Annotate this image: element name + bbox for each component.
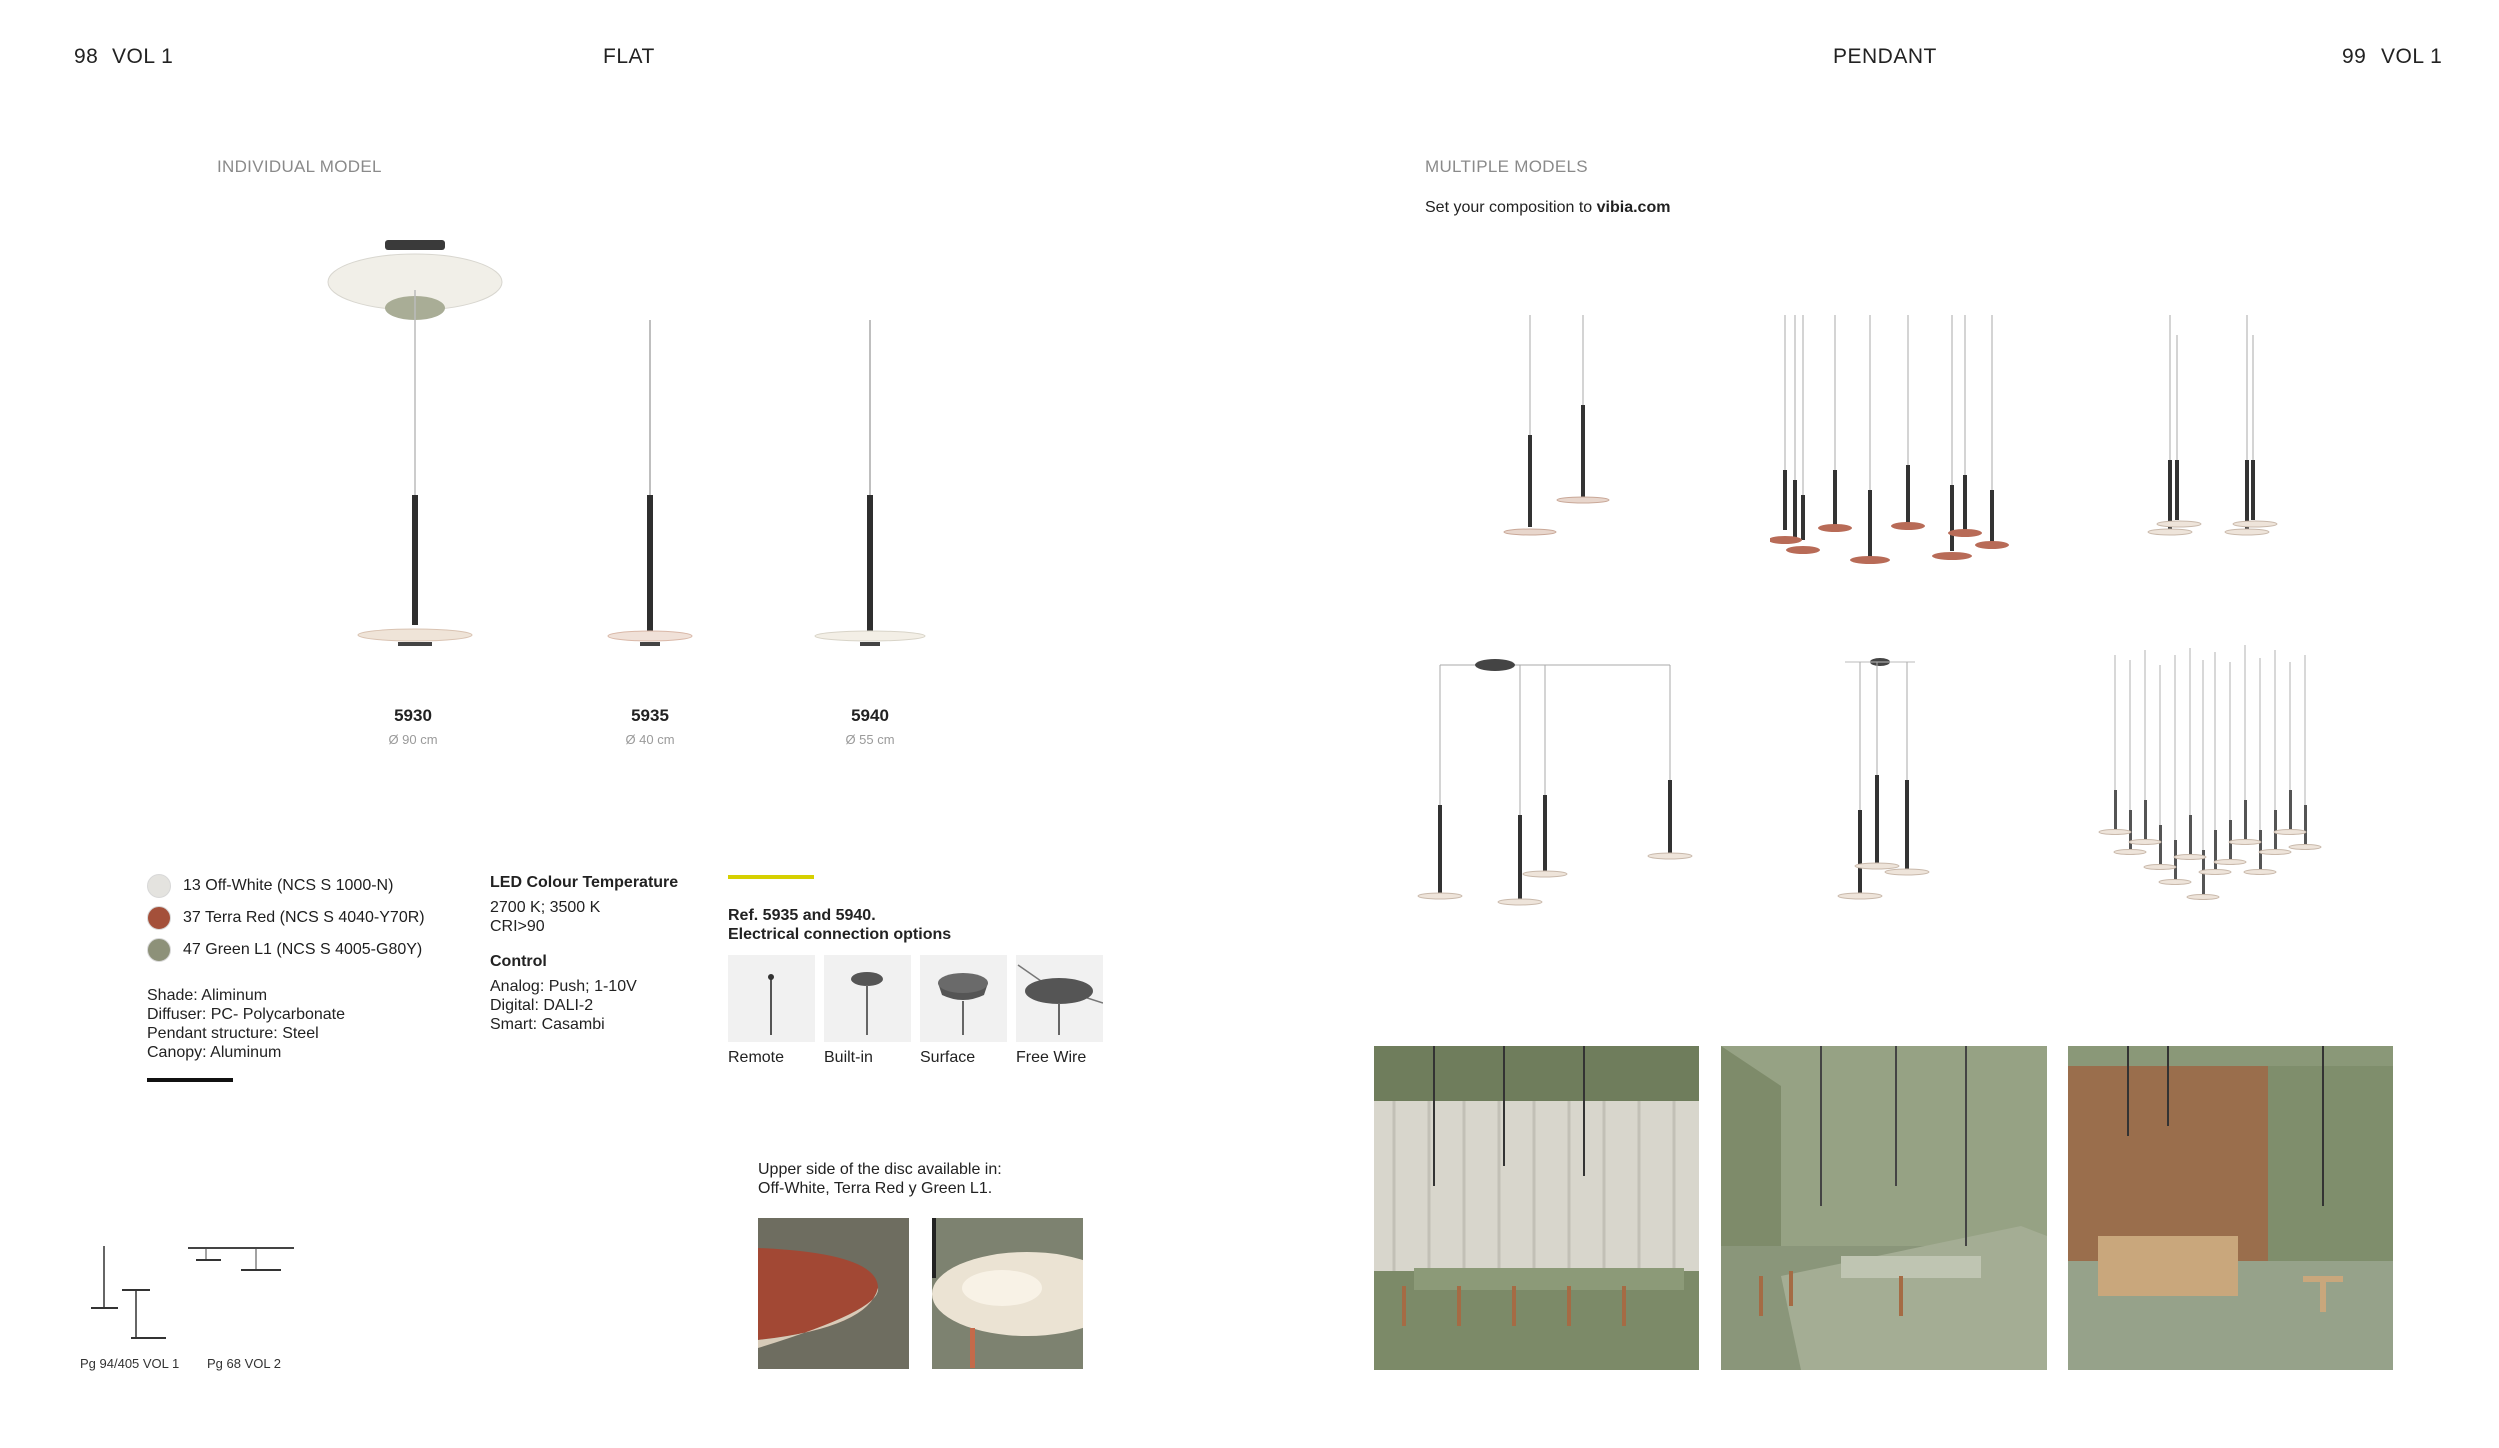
- connection-title: [728, 906, 951, 944]
- finish-list: [147, 870, 425, 966]
- model-diameter-5935: Ø 40 cm: [625, 732, 675, 747]
- disc-terra-red-photo: [758, 1218, 909, 1369]
- composition-2-image: [1770, 310, 2020, 570]
- right-volume: VOL 1: [2381, 45, 2443, 68]
- material-diffuser: Diffuser: PC- Polycarbonate: [147, 1006, 346, 1023]
- free-wire-option-image: [1016, 955, 1103, 1042]
- composition-note: [1425, 198, 1670, 217]
- connection-title-line1: Ref. 5935 and 5940.: [728, 907, 876, 924]
- lamp-5940-image: [810, 320, 930, 660]
- interior-photo-green-room: [1721, 1046, 2047, 1370]
- connection-title-line2: Electrical connection options: [728, 926, 952, 943]
- control-analog: Analog: Push; 1-10V: [490, 978, 637, 995]
- multiple-models-label: MULTIPLE MODELS: [1425, 157, 1588, 176]
- finish-label: 47 Green L1 (NCS S 4005-G80Y): [183, 941, 423, 958]
- related-ref-1[interactable]: Pg 94/405 VOL 1: [80, 1356, 180, 1371]
- control-title: Control: [490, 953, 547, 970]
- surface-option-image: [920, 955, 1007, 1042]
- finish-label: 13 Off-White (NCS S 1000-N): [183, 877, 394, 894]
- option-label-built-in: Built-in: [824, 1049, 873, 1066]
- material-structure: Pendant structure: Steel: [147, 1025, 319, 1042]
- control-smart: Smart: Casambi: [490, 1016, 605, 1033]
- interior-photo-curtain: [1374, 1046, 1699, 1370]
- model-code-5930: 5930: [394, 706, 432, 725]
- finish-label: 37 Terra Red (NCS S 4040-Y70R): [183, 909, 425, 926]
- related-product-icon-2: [186, 1240, 296, 1280]
- related-product-icon-1: [86, 1240, 166, 1350]
- left-page-number: 98: [74, 45, 99, 68]
- model-code-5935: 5935: [631, 706, 669, 725]
- disc-note-line1: Upper side of the disc available in:: [758, 1161, 1002, 1178]
- led-title: LED Colour Temperature: [490, 874, 679, 891]
- left-volume: VOL 1: [112, 45, 174, 68]
- related-ref-2[interactable]: Pg 68 VOL 2: [207, 1356, 281, 1371]
- option-label-surface: Surface: [920, 1049, 976, 1066]
- finish-off-white: [147, 870, 425, 902]
- model-diameter-5930: Ø 90 cm: [388, 732, 438, 747]
- vibia-link[interactable]: vibia.com: [1596, 199, 1671, 216]
- swatch-terra-red: [147, 906, 171, 930]
- interior-photo-wood-wall: [2068, 1046, 2393, 1370]
- material-canopy: Canopy: Aluminum: [147, 1044, 282, 1061]
- led-temperature: 2700 K; 3500 K: [490, 899, 601, 916]
- led-spec-block: [490, 873, 678, 1034]
- composition-prefix: Set your composition to: [1425, 199, 1597, 216]
- left-page-title: FLAT: [603, 45, 655, 68]
- right-page-number: 99: [2342, 45, 2367, 68]
- option-label-free-wire: Free Wire: [1016, 1049, 1087, 1066]
- individual-model-label: INDIVIDUAL MODEL: [217, 157, 382, 176]
- finish-terra-red: [147, 902, 425, 934]
- remote-option-image: [728, 955, 815, 1042]
- model-diameter-5940: Ø 55 cm: [845, 732, 895, 747]
- control-digital: Digital: DALI-2: [490, 997, 594, 1014]
- finish-green: [147, 934, 425, 966]
- accent-bar: [728, 875, 814, 879]
- model-code-5940: 5940: [851, 706, 889, 725]
- composition-5-image: [1815, 650, 1955, 915]
- disc-note: [758, 1160, 1002, 1198]
- composition-6-image: [2095, 640, 2325, 925]
- disc-off-white-photo: [932, 1218, 1083, 1369]
- swatch-green: [147, 938, 171, 962]
- composition-1-image: [1495, 310, 1615, 550]
- disc-note-line2: Off-White, Terra Red y Green L1.: [758, 1180, 993, 1197]
- composition-4-image: [1410, 650, 1700, 910]
- lamp-5930-image: [320, 230, 510, 660]
- led-cri: CRI>90: [490, 918, 545, 935]
- material-shade: Shade: Aliminum: [147, 987, 268, 1004]
- right-page-title: PENDANT: [1833, 45, 1937, 68]
- lamp-5935-image: [590, 320, 710, 660]
- materials-list: [147, 986, 345, 1062]
- option-label-remote: Remote: [728, 1049, 785, 1066]
- built-in-option-image: [824, 955, 911, 1042]
- swatch-off-white: [147, 874, 171, 898]
- divider-bar: [147, 1078, 233, 1082]
- composition-3-image: [2135, 310, 2285, 550]
